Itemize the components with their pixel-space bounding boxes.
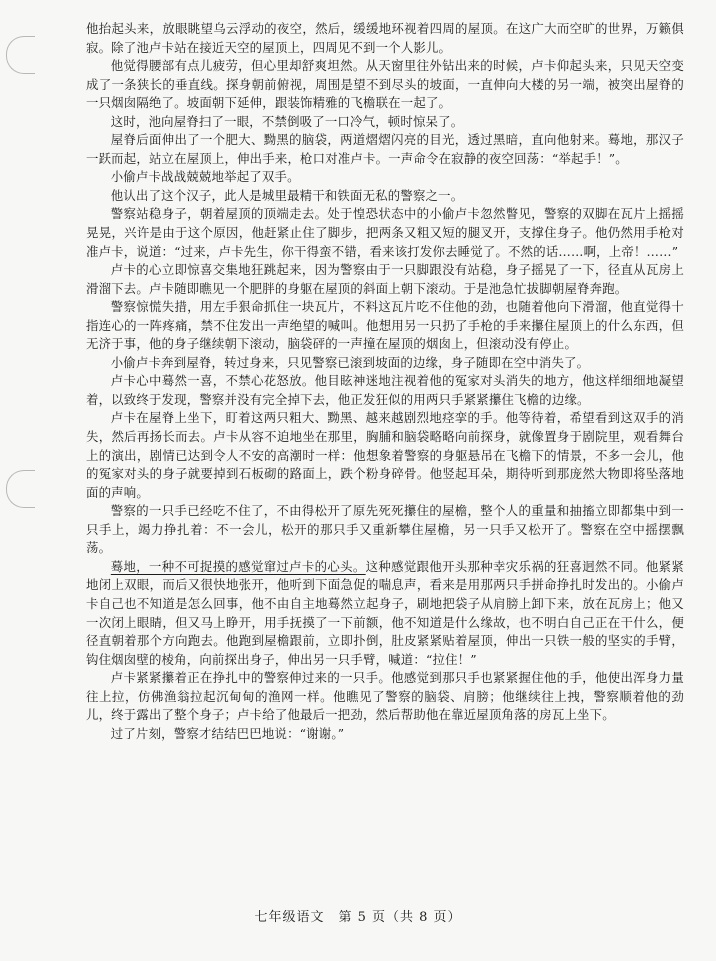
paragraph: 警察的一只手已经吃不住了，不由得松开了原先死死攥住的屋檐，整个人的重量和抽搐立即都集中到一只手上，竭力挣扎着：不一会儿，松开的那只手又重新攀住屋檐，另一只手又松开了。警察在空中摇摆飘荡。	[86, 503, 684, 556]
paragraph: 他觉得腰部有点儿疲劳，但心里却舒爽坦然。从天窗里往外钻出来的时候，卢卡仰起头来，只见天空变成了一条狭长的垂直线。探身朝前俯视，周围是望不到尽头的坡面，一直伸向大楼的另一端，被突出屋脊的一只烟囱隔绝了。坡面朝下延伸，跟装饰精雅的飞檐联在一起了。	[86, 58, 684, 111]
paragraph: 过了片刻，警察才结结巴巴地说：“谢谢。”	[110, 725, 345, 741]
paragraph: 这时，池向屋脊扫了一眼，不禁倒吸了一口冷气，顿时惊呆了。	[110, 113, 464, 129]
paragraph: 屋脊后面伸出了一个肥大、黝黑的脑袋，两道熠熠闪亮的目光，透过黑暗，直向他射来。蓦地，那汉子一跃而起，站立在屋顶上，伸出手来，枪口对准卢卡。一声命令在寂静的夜空回荡：“举起手！”。	[86, 132, 684, 166]
paragraph: 警察站稳身子，朝着屋顶的顶端走去。处于惶恐状态中的小偷卢卡忽然瞥见，警察的双脚在瓦片上摇摇晃晃，兴许是由于这个原因，他赶紧止住了脚步，把两条又粗又短的腿叉开，支撑住身子。他仍然用手枪对准卢卡，说道：“过来，卢卡先生，你干得蛮不错，看来该打发你去睡觉了。不然的话……啊，上帝！……”	[86, 206, 684, 259]
paragraph: 卢卡的心立即惊喜交集地狂跳起来，因为警察由于一只脚跟没有站稳，身子摇晃了一下，径直从瓦房上滑溜下去。卢卡随即瞧见一个肥胖的身躯在屋顶的斜面上朝下滚动。于是池急忙拔脚朝屋脊奔跑。	[86, 262, 684, 296]
reading-passage	[86, 20, 684, 743]
paragraph: 卢卡在屋脊上坐下，盯着这两只粗大、黝黑、越来越剧烈地痉挛的手。他等待着，希望看到这双手的消失，然后再扬长而去。卢卡从容不迫地坐在那里，胸脯和脑袋略略向前探身，就像置身于剧院里，观看舞台上的演出，剧情已达到令人不安的高潮时一样：他想象着警察的身躯悬吊在飞檐下的情景，不多一会儿，他的冤家对头的身子就要掉到石板砌的路面上，跌个粉身碎骨。他竖起耳朵，期待听到那庞然大物即将坠落地面的声响。	[86, 410, 684, 500]
paragraph: 他抬起头来，放眼眺望乌云浮动的夜空，然后，缓缓地环视着四周的屋顶。在这广大而空旷的世界，万籁俱寂。除了池卢卡站在接近天空的屋顶上，四周见不到一个人影儿。	[86, 21, 684, 55]
binding-hole-mark	[6, 36, 35, 74]
page-footer: 七年级语文 第 5 页（共 8 页）	[254, 910, 462, 925]
paragraph-underlined-sentence	[86, 558, 684, 669]
paragraph: 卢卡紧紧攥着正在挣扎中的警察伸过来的一只手。他感觉到那只手也紧紧握住他的手，他使出浑身力量往上拉，仿佛渔翁拉起沉甸甸的渔网一样。他瞧见了警察的脑袋、肩膀；他继续往上拽，警察顺着他的劲儿，终于露出了整个身子；卢卡给了他最后一把劲，然后帮助他在靠近屋顶角落的房瓦上坐下。	[86, 670, 684, 723]
binding-hole-mark	[6, 470, 35, 508]
paragraph: 他认出了这个汉子，此人是城里最精干和铁面无私的警察之一。	[110, 187, 464, 203]
paragraph: 卢卡心中蓦然一喜，不禁心花怒放。他目眩神迷地注视着他的冤家对头消失的地方，他这样细细地凝望着，以致终于发现，警察并没有完全掉下去，他正发狂似的用两只手紧紧攥住飞檐的边缘。	[86, 373, 684, 407]
paragraph: 警察惊慌失措，用左手狠命抓住一块瓦片，不料这瓦片吃不住他的劲，也随着他向下滑溜，他直觉得十指连心的一阵疼痛，禁不住发出一声绝望的喊叫。他想用另一只扔了手枪的手来攥住屋顶上的什么东西，但无济于事，他的身子继续朝下滚动，脑袋砰的一声撞在屋顶的烟囱上，但滚动没有停止。	[86, 299, 684, 352]
paragraph: 小偷卢卡奔到屋脊，转过身来，只见警察已滚到坡面的边缘，身子随即在空中消失了。	[110, 354, 590, 370]
paragraph: 小偷卢卡战战兢兢地举起了双手。	[110, 169, 300, 185]
underlined-sentence: 蓦地，一种不可捉摸的感觉窜过卢卡的心头。	[110, 558, 366, 574]
paragraph-rest: 这种感觉跟他开头那种幸灾乐祸的狂喜迥然不同。他紧紧地闭上双眼，而后又很快地张开，他听到下面急促的喘息声，看来是用那两只手拼命挣扎时发出的。小偷卢卡自己也不知道是怎么回事，他不由自主地蓦然立起身子，刷地把袋子从肩膀上卸下来，放在瓦房上；他又一次闭上眼睛，但又马上睁开，用手抚摸了一下前额，他不知道是什么缘故，也不明白自己正在干什么，便径直朝着那个方向跑去。他跑到屋檐跟前，立即扑倒，肚皮紧紧贴着屋顶，伸出一只铁一般的坚实的手臂，钩住烟囱壁的棱角，向前探出身子，伸出另一只手臂，喊道：“拉住！”	[86, 558, 685, 667]
